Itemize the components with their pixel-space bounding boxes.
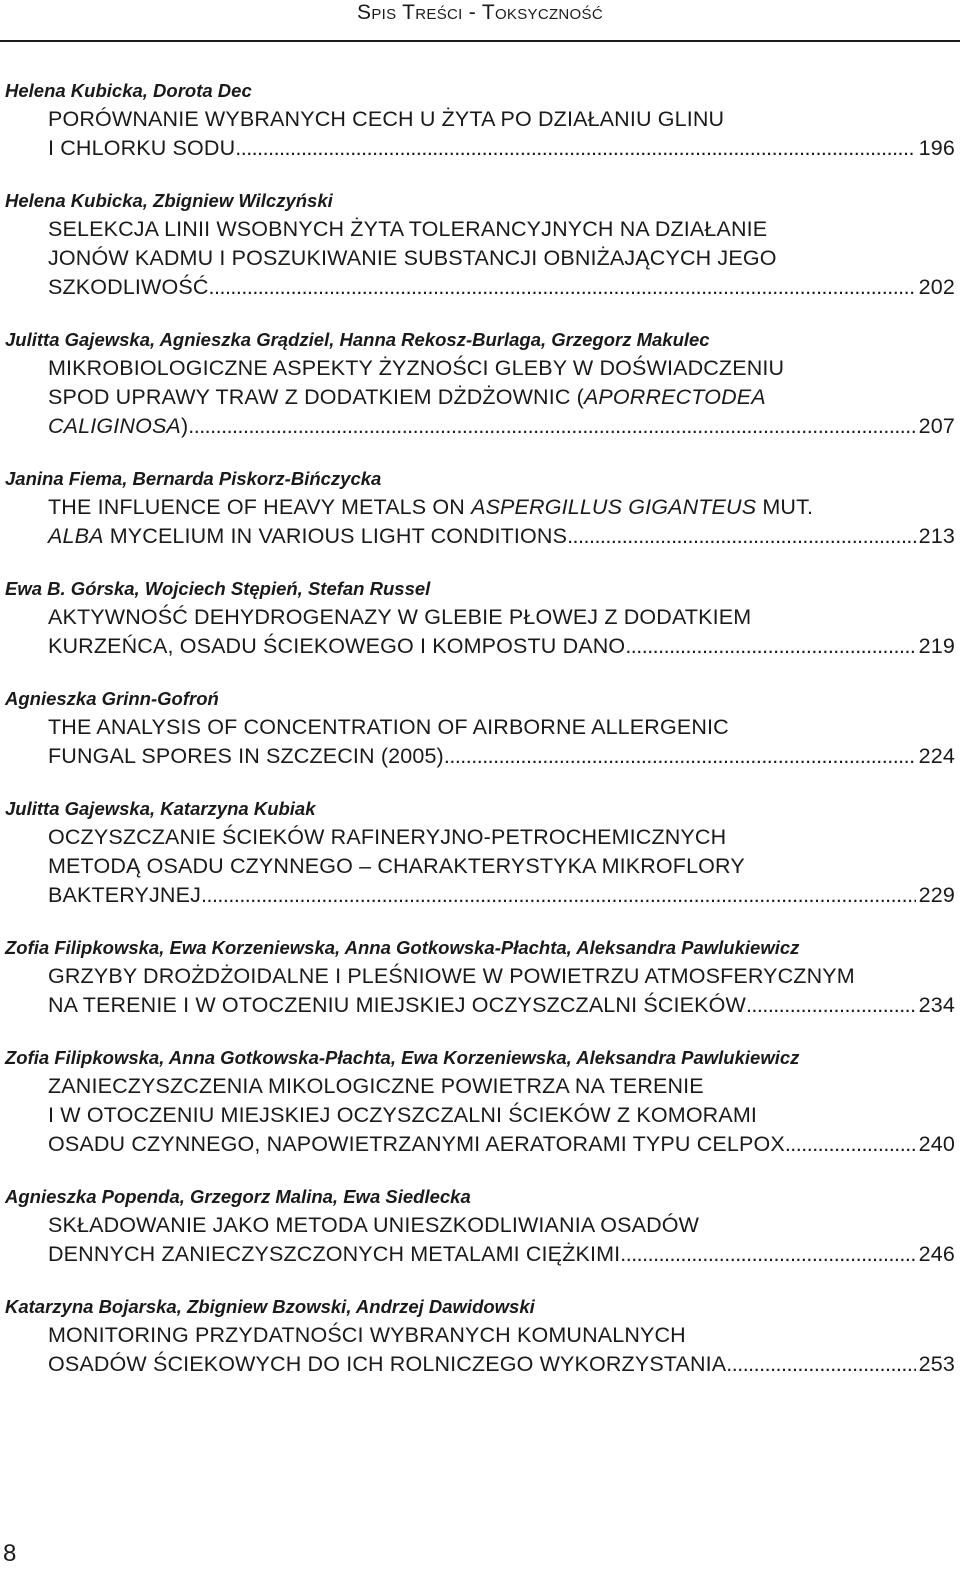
title-line-text: KURZEŃCA, OSADU ŚCIEKOWEGO I KOMPOSTU DANO bbox=[48, 634, 626, 658]
entry-authors: Ewa B. Górska, Wojciech Stępień, Stefan Russel bbox=[5, 578, 431, 599]
toc-entry[interactable] bbox=[5, 325, 955, 441]
entry-title bbox=[48, 713, 955, 771]
entry-page-number[interactable]: 196 bbox=[918, 136, 955, 160]
entry-authors: Janina Fiema, Bernarda Piskorz-Bińczycka bbox=[5, 468, 382, 489]
dot-leader bbox=[726, 1350, 915, 1379]
title-last-line bbox=[48, 632, 955, 661]
title-line-text: BAKTERYJNEJ bbox=[48, 883, 201, 907]
title-line: I W OTOCZENIU MIEJSKIEJ OCZYSZCZALNI ŚCIEKÓW Z KOMORAMI bbox=[48, 1103, 758, 1127]
toc-entry[interactable] bbox=[5, 1182, 955, 1269]
entry-authors: Zofia Filipkowska, Ewa Korzeniewska, Anna Gotkowska-Płachta, Aleksandra Pawlukiewicz bbox=[5, 937, 800, 958]
table-of-contents bbox=[5, 76, 955, 1402]
title-last-line bbox=[48, 412, 955, 441]
entry-page-number[interactable]: 253 bbox=[918, 1352, 955, 1376]
entry-authors: Helena Kubicka, Zbigniew Wilczyński bbox=[5, 190, 333, 211]
toc-entry[interactable] bbox=[5, 574, 955, 661]
entry-title bbox=[48, 493, 955, 551]
header-rule bbox=[0, 40, 960, 42]
title-line: OCZYSZCZANIE ŚCIEKÓW RAFINERYJNO-PETROCHEMICZNYCH bbox=[48, 825, 727, 849]
dot-leader bbox=[201, 881, 916, 910]
entry-authors: Agnieszka Grinn-Gofroń bbox=[5, 688, 219, 709]
entry-page-number[interactable]: 240 bbox=[918, 1132, 955, 1156]
title-line-text: OSADU CZYNNEGO, NAPOWIETRZANYMI AERATORAMI TYPU CELPOX bbox=[48, 1132, 785, 1156]
species-name: ALBA bbox=[48, 524, 104, 548]
toc-entry[interactable] bbox=[5, 933, 955, 1020]
title-line-text: I CHLORKU SODU bbox=[48, 136, 236, 160]
species-name: ASPERGILLUS GIGANTEUS bbox=[471, 495, 757, 519]
title-line-text: SZKODLIWOŚĆ bbox=[48, 275, 209, 299]
title-line-text: MUT. bbox=[756, 495, 814, 519]
toc-entry[interactable] bbox=[5, 464, 955, 551]
title-last-line bbox=[48, 742, 955, 771]
title-line: ZANIECZYSZCZENIA MIKOLOGICZNE POWIETRZA NA TERENIE bbox=[48, 1074, 704, 1098]
entry-title bbox=[48, 1321, 955, 1379]
title-line: JONÓW KADMU I POSZUKIWANIE SUBSTANCJI OBNIŻAJĄCYCH JEGO bbox=[48, 246, 777, 270]
entry-authors: Julitta Gajewska, Katarzyna Kubiak bbox=[5, 798, 316, 819]
entry-authors: Zofia Filipkowska, Anna Gotkowska-Płachta, Ewa Korzeniewska, Aleksandra Pawlukiewicz bbox=[5, 1047, 800, 1068]
toc-entry[interactable] bbox=[5, 794, 955, 910]
toc-entry[interactable] bbox=[5, 1043, 955, 1159]
entry-title bbox=[48, 215, 955, 302]
title-line: SELEKCJA LINII WSOBNYCH ŻYTA TOLERANCYJNYCH NA DZIAŁANIE bbox=[48, 217, 768, 241]
entry-page-number[interactable]: 213 bbox=[918, 524, 955, 548]
entry-title bbox=[48, 1211, 955, 1269]
species-name: CALIGINOSA bbox=[48, 414, 181, 438]
title-line-text: OSADÓW ŚCIEKOWYCH DO ICH ROLNICZEGO WYKORZYSTANIA bbox=[48, 1352, 727, 1376]
title-line-text: FUNGAL SPORES IN SZCZECIN (2005) bbox=[48, 744, 444, 768]
toc-entry[interactable] bbox=[5, 1292, 955, 1379]
title-last-line bbox=[48, 273, 955, 302]
entry-authors: Julitta Gajewska, Agnieszka Grądziel, Hanna Rekosz-Burlaga, Grzegorz Makulec bbox=[5, 329, 710, 350]
dot-leader bbox=[567, 522, 916, 551]
title-line: MIKROBIOLOGICZNE ASPEKTY ŻYZNOŚCI GLEBY W DOŚWIADCZENIU bbox=[48, 356, 785, 380]
title-line-text bbox=[48, 522, 567, 551]
title-line: GRZYBY DROŻDŻOIDALNE I PLEŚNIOWE W POWIETRZU ATMOSFERYCZNYM bbox=[48, 964, 855, 988]
toc-entry[interactable] bbox=[5, 186, 955, 302]
dot-leader bbox=[620, 1240, 915, 1269]
title-last-line bbox=[48, 991, 955, 1020]
title-line: PORÓWNANIE WYBRANYCH CECH U ŻYTA PO DZIAŁANIU GLINU bbox=[48, 107, 725, 131]
title-line-text: NA TERENIE I W OTOCZENIU MIEJSKIEJ OCZYSZCZALNI ŚCIEKÓW bbox=[48, 993, 746, 1017]
title-line: SKŁADOWANIE JAKO METODA UNIESZKODLIWIANIA OSADÓW bbox=[48, 1213, 700, 1237]
toc-entry[interactable] bbox=[5, 76, 955, 163]
title-line bbox=[48, 383, 955, 412]
dot-leader bbox=[746, 991, 916, 1020]
entry-authors: Katarzyna Bojarska, Zbigniew Bzowski, Andrzej Dawidowski bbox=[5, 1296, 535, 1317]
title-last-line bbox=[48, 1240, 955, 1269]
entry-authors: Helena Kubicka, Dorota Dec bbox=[5, 80, 252, 101]
entry-page-number[interactable]: 207 bbox=[918, 414, 955, 438]
entry-title bbox=[48, 962, 955, 1020]
page-number: 8 bbox=[3, 1540, 17, 1567]
dot-leader bbox=[444, 742, 916, 771]
entry-authors: Agnieszka Popenda, Grzegorz Malina, Ewa Siedlecka bbox=[5, 1186, 471, 1207]
running-header: Spis Treści - Toksyczność bbox=[357, 1, 603, 24]
title-line-text: DENNYCH ZANIECZYSZCZONYCH METALAMI CIĘŻKIMI bbox=[48, 1242, 621, 1266]
entry-title bbox=[48, 603, 955, 661]
title-line-text: ) bbox=[180, 414, 189, 438]
entry-page-number[interactable]: 224 bbox=[918, 744, 955, 768]
title-line-text: THE INFLUENCE OF HEAVY METALS ON bbox=[48, 495, 472, 519]
title-last-line bbox=[48, 1130, 955, 1159]
title-line-text bbox=[48, 412, 188, 441]
entry-title bbox=[48, 105, 955, 163]
title-last-line bbox=[48, 522, 955, 551]
entry-page-number[interactable]: 219 bbox=[918, 634, 955, 658]
title-last-line bbox=[48, 1350, 955, 1379]
entry-title bbox=[48, 823, 955, 910]
title-line-text: SPOD UPRAWY TRAW Z DODATKIEM DŻDŻOWNIC ( bbox=[48, 385, 584, 409]
species-name: APORRECTODEA bbox=[583, 385, 766, 409]
title-line: THE ANALYSIS OF CONCENTRATION OF AIRBORNE ALLERGENIC bbox=[48, 715, 729, 739]
dot-leader bbox=[188, 412, 915, 441]
dot-leader bbox=[785, 1130, 916, 1159]
title-last-line bbox=[48, 881, 955, 910]
dot-leader bbox=[625, 632, 915, 661]
title-line: AKTYWNOŚĆ DEHYDROGENAZY W GLEBIE PŁOWEJ Z DODATKIEM bbox=[48, 605, 752, 629]
entry-title bbox=[48, 354, 955, 441]
title-line bbox=[48, 493, 955, 522]
title-last-line bbox=[48, 134, 955, 163]
entry-page-number[interactable]: 229 bbox=[918, 883, 955, 907]
entry-page-number[interactable]: 246 bbox=[918, 1242, 955, 1266]
dot-leader bbox=[235, 134, 915, 163]
toc-entry[interactable] bbox=[5, 684, 955, 771]
entry-title bbox=[48, 1072, 955, 1159]
entry-page-number[interactable]: 202 bbox=[918, 275, 955, 299]
title-line: MONITORING PRZYDATNOŚCI WYBRANYCH KOMUNALNYCH bbox=[48, 1323, 686, 1347]
entry-page-number[interactable]: 234 bbox=[918, 993, 955, 1017]
dot-leader bbox=[209, 273, 916, 302]
title-line: METODĄ OSADU CZYNNEGO – CHARAKTERYSTYKA MIKROFLORY bbox=[48, 854, 745, 878]
title-line-text: MYCELIUM IN VARIOUS LIGHT CONDITIONS bbox=[103, 524, 568, 548]
